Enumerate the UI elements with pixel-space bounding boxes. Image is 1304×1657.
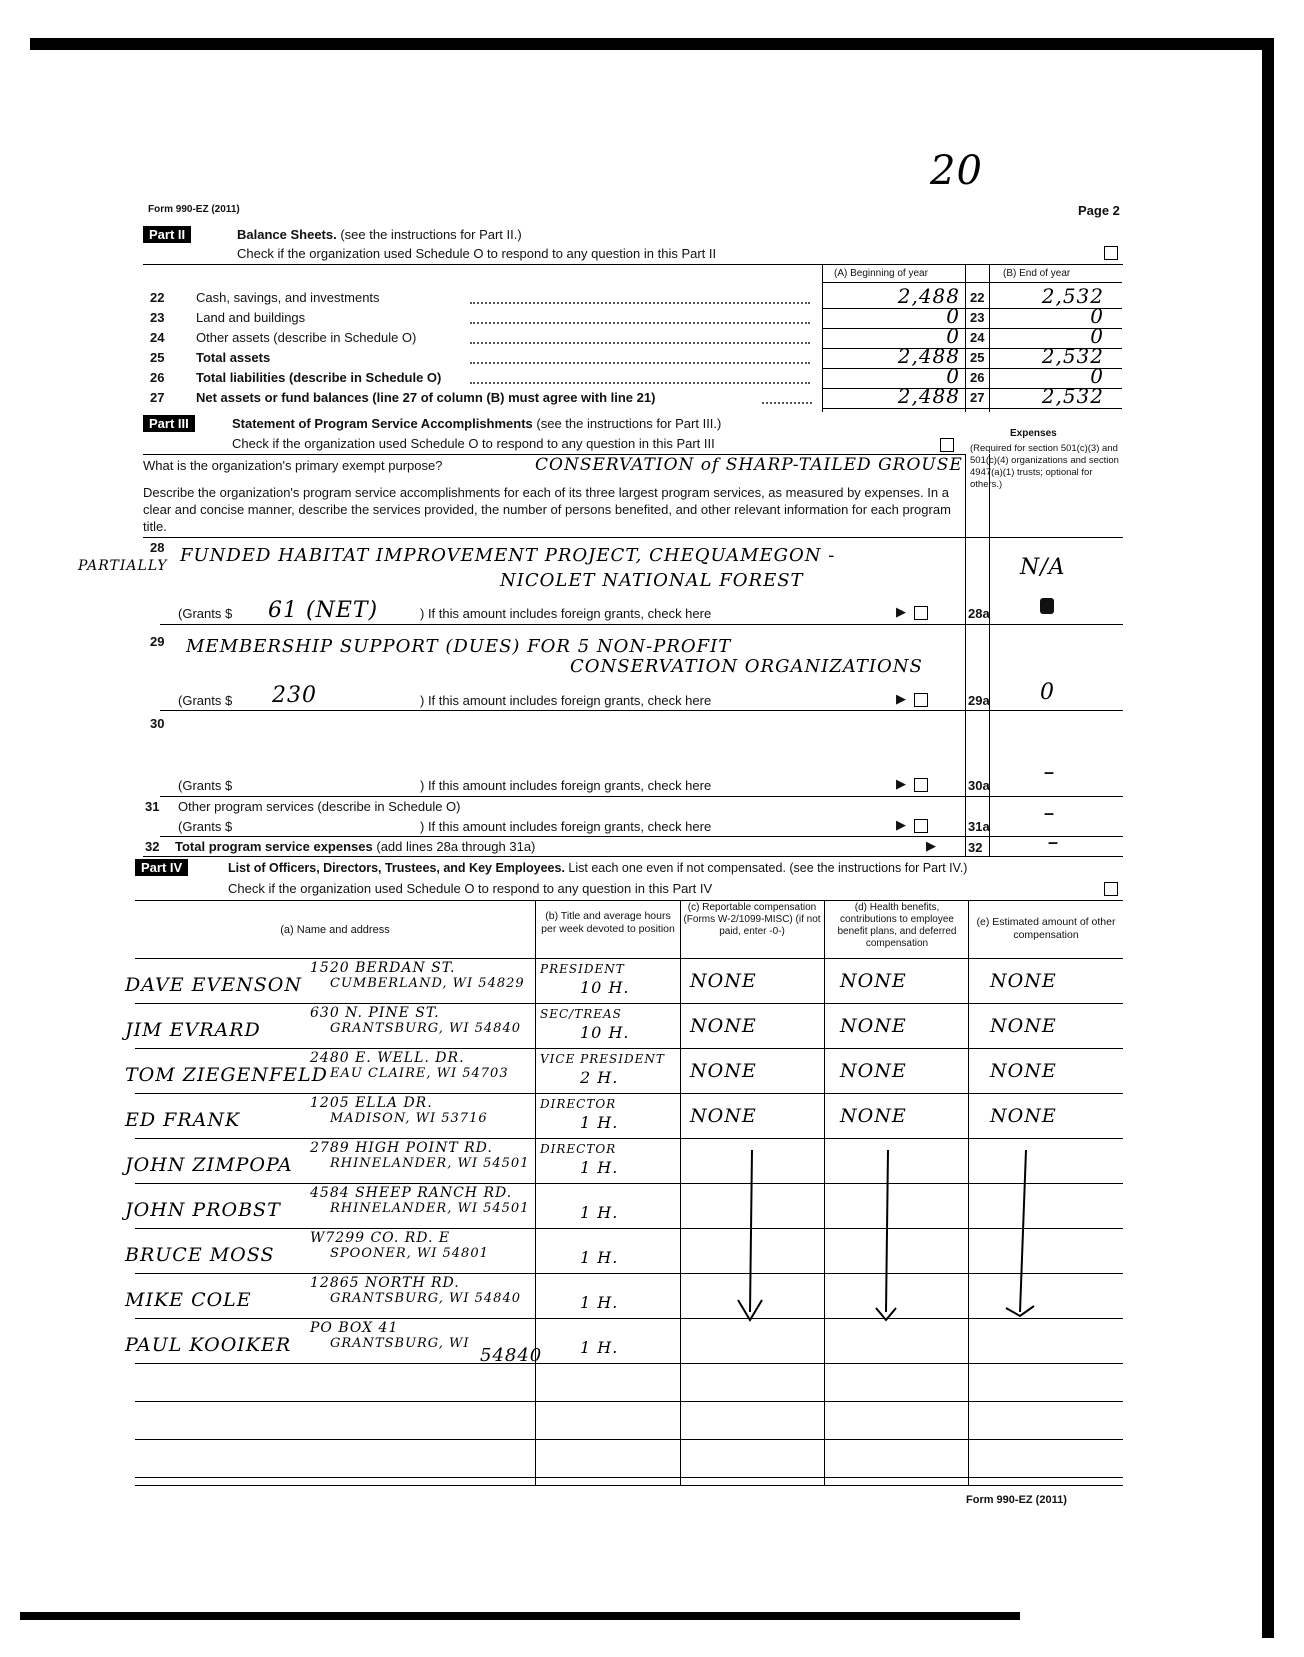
p2-row-b: 0 [1090,304,1104,328]
line-32-label [175,839,535,854]
officer-name: JOHN ZIMPOPA [125,1154,293,1176]
officer-address: 630 N. PINE ST. [310,1005,440,1021]
officer-city: GRANTSBURG, WI 54840 [330,1291,521,1306]
officer-title: VICE PRESIDENT [540,1052,665,1066]
p2-row-num: 26 [150,370,165,385]
line-28a-expense: N/A [1020,555,1066,580]
officer-city: SPOONER, WI 54801 [330,1246,489,1261]
officer-name: PAUL KOOIKER [125,1334,292,1356]
part4-subtitle: List each one even if not compensated. (see the instructions for Part IV.) [568,861,968,875]
p2-row-a: 2,488 [897,344,960,368]
officer-name: ED FRANK [125,1109,241,1131]
line-29-arrow: ▶ [896,691,906,706]
part2-col-divider-b [989,264,990,412]
arrow-e-line [1020,1150,1026,1312]
part4-tag: Part IV [135,859,188,876]
blank-row-rule [135,1401,1123,1402]
p2-row-a: 0 [946,304,960,328]
officer-city: RHINELANDER, WI 54501 [330,1156,530,1171]
line-31a-expense: – [1044,803,1055,823]
blank-row-rule [135,1477,1123,1478]
footer-form: Form 990-EZ (2011) [966,1494,1067,1506]
officer-name: TOM ZIEGENFELD [125,1064,328,1086]
officer-hours: 2 H. [580,1068,619,1087]
part3-col-divider-b [989,454,990,856]
bottom-border [20,1612,1020,1620]
arrow-c-line [750,1150,752,1312]
part2-title-bold: Balance Sheets. [237,227,337,242]
line-28-num: 28 [150,540,165,555]
line-28-prefix: PARTIALLY [78,558,168,574]
officer-address: PO BOX 41 [310,1320,399,1336]
part2-check-text: Check if the organization used Schedule O to respond to any question in this Part II [237,246,717,261]
officer-city: EAU CLAIRE, WI 54703 [330,1066,509,1081]
officer-comp: NONE [690,1060,757,1082]
line-28-foreign: ) If this amount includes foreign grants, check here [420,606,712,621]
line-31-rule [160,836,1123,837]
p2-row-num: 27 [150,390,165,405]
officer-comp: NONE [690,1015,757,1037]
line-32-code: 32 [968,840,983,855]
part3-subtitle: (see the instructions for Part III.) [536,416,722,431]
line-29-text2: CONSERVATION ORGANIZATIONS [570,656,923,677]
p2-row-line: 27 [970,390,985,405]
line-28-text1: FUNDED HABITAT IMPROVEMENT PROJECT, CHEQUAMEGON - [180,545,836,566]
officer-address: 2480 E. WELL. DR. [310,1050,465,1066]
part2-col-divider-a [822,264,823,412]
officer-address: W7299 CO. RD. E [310,1230,451,1246]
officer-benefits: NONE [840,970,907,992]
line-30a-expense: – [1044,762,1055,782]
officer-hours: 10 H. [580,978,630,997]
p2-row-leader [470,362,810,364]
officer-title: DIRECTOR [540,1097,617,1111]
officer-benefits: NONE [840,1060,907,1082]
officer-benefits: NONE [840,1015,907,1037]
page-number: Page 2 [1078,203,1120,218]
describe-rule [143,537,1123,538]
arrow-d-line [886,1150,888,1312]
p2-row-num: 22 [150,290,165,305]
line-30-arrow: ▶ [896,776,906,791]
part4-col-c: (c) Reportable compensation (Forms W-2/1099-MISC) (if not paid, enter -0-) [683,902,821,937]
line-29-num: 29 [150,634,165,649]
line-30-checkbox[interactable] [914,778,928,792]
line-28-text2: NICOLET NATIONAL FOREST [500,570,804,591]
p2-row-num: 23 [150,310,165,325]
right-border [1262,38,1274,1638]
officer-title: SEC/TREAS [540,1007,622,1021]
part3-title [232,416,721,431]
p2-row-label: Total assets [196,350,271,365]
line-31-checkbox[interactable] [914,819,928,833]
line-32-label-rest: (add lines 28a through 31a) [376,839,536,854]
continuation-arrows [680,1140,1124,1330]
line-28-grants-label: (Grants $ [178,606,233,621]
p2-row-line: 22 [970,290,985,305]
form-label: Form 990-EZ (2011) [148,204,240,215]
part4-col-divider-1 [535,900,536,1485]
line-28-grants: 61 (NET) [268,598,379,623]
officer-row-rule [135,1003,1123,1004]
page-annotation: 20 [930,148,983,194]
officer-name: DAVE EVENSON [125,974,302,996]
p2-row-b: 0 [1090,324,1104,348]
line-32-label-bold: Total program service expenses [175,839,373,854]
officer-address: 2789 HIGH POINT RD. [310,1140,493,1156]
line-31-arrow: ▶ [896,817,906,832]
p2-row-leader [470,342,810,344]
p2-row-label: Other assets (describe in Schedule O) [196,330,417,345]
line-32-expense: – [1048,832,1059,852]
line-28-checkbox[interactable] [914,606,928,620]
officer-hours: 1 H. [580,1113,619,1132]
officer-hours: 1 H. [580,1293,619,1312]
officer-address: 12865 NORTH RD. [310,1275,460,1291]
expenses-note: (Required for section 501(c)(3) and 501(c)(4) organizations and section 4947(a)(1) trusts; optional for others.) [970,443,1119,490]
part3-title-bold: Statement of Program Service Accomplishments [232,416,533,431]
part3-bottom-rule [143,856,1123,857]
line-30-foreign: ) If this amount includes foreign grants, check here [420,778,712,793]
part4-rule [135,900,1123,901]
expenses-head: Expenses [1010,428,1057,439]
line-32-num: 32 [145,839,160,854]
officer-address: 1205 ELLA DR. [310,1095,433,1111]
p2-row-label: Total liabilities (describe in Schedule O) [196,370,442,385]
p2-row-label: Net assets or fund balances (line 27 of column (B) must agree with line 21) [196,390,656,405]
officer-city: GRANTSBURG, WI [330,1336,470,1351]
line-29-rule [160,710,1123,711]
officer-hours: 10 H. [580,1023,630,1042]
officer-hours: 1 H. [580,1248,619,1267]
p2-row-rule [822,408,1122,409]
officer-hours: 1 H. [580,1203,619,1222]
officer-hours: 1 H. [580,1338,619,1357]
p2-row-num: 24 [150,330,165,345]
officer-row-rule [135,1138,1123,1139]
p2-row-label: Land and buildings [196,310,306,325]
p2-row-line: 24 [970,330,985,345]
p2-row-b: 2,532 [1041,284,1104,308]
officer-comp: NONE [690,1105,757,1127]
line-30a-code: 30a [968,778,990,793]
officer-other: NONE [990,1105,1057,1127]
officer-title: DIRECTOR [540,1142,617,1156]
p2-row-b: 2,532 [1041,384,1104,408]
line-28-arrow: ▶ [896,604,906,619]
part4-header-rule [135,958,1123,959]
officer-address: 4584 SHEEP RANCH RD. [310,1185,513,1201]
line-29a-code: 29a [968,693,990,708]
purpose-answer: CONSERVATION of SHARP-TAILED GROUSE [535,455,963,475]
p2-row-line: 26 [970,370,985,385]
line-31-label: Other program services (describe in Schedule O) [178,799,461,814]
officer-row-rule [135,1048,1123,1049]
line-31-grants-label: (Grants $ [178,819,233,834]
part2-tag: Part II [143,226,191,243]
line-29-grants: 230 [272,683,317,708]
part2-title [237,227,522,242]
officer-name: JIM EVRARD [125,1019,261,1041]
part3-checkbox[interactable] [940,438,954,452]
part4-col-e: (e) Estimated amount of other compensation [976,916,1116,941]
officer-city: MADISON, WI 53716 [330,1111,488,1126]
top-border [30,38,1274,50]
line-29-text1: MEMBERSHIP SUPPORT (DUES) FOR 5 NON-PROFIT [186,636,732,657]
part4-col-a: (a) Name and address [280,924,390,936]
part4-check-text: Check if the organization used Schedule O to respond to any question in this Part IV [228,881,713,896]
p2-row-leader [470,322,810,324]
officer-hours: 1 H. [580,1158,619,1177]
part3-tag: Part III [143,415,195,432]
officer-address: 1520 BERDAN ST. [310,960,456,976]
line-30-rule [160,796,1123,797]
line-31a-code: 31a [968,819,990,834]
part2-rule [143,264,1123,265]
officer-row-rule [135,1093,1123,1094]
part2-col-a: (A) Beginning of year [834,268,928,279]
purpose-question: What is the organization's primary exempt purpose? [143,458,443,473]
p2-row-num: 25 [150,350,165,365]
program-describe: Describe the organization's program service accomplishments for each of its three largest program services, as measured by expenses. In a clear and concise manner, describe the services provided, the number of persons benefited, and other relevant information for each program title. [143,485,951,534]
officer-row-rule [135,1363,1123,1364]
line-28-rule [160,624,1123,625]
p2-row-b: 2,532 [1041,344,1104,368]
p2-row-b: 0 [1090,364,1104,388]
officer-city: GRANTSBURG, WI 54840 [330,1021,521,1036]
line-31-num: 31 [145,799,160,814]
p2-row-leader [762,402,812,404]
officer-city: CUMBERLAND, WI 54829 [330,976,525,991]
part4-bottom-rule [135,1485,1123,1486]
p2-row-label: Cash, savings, and investments [196,290,380,305]
line-29-foreign: ) If this amount includes foreign grants, check here [420,693,712,708]
p2-row-a: 2,488 [897,384,960,408]
zip-extra: 54840 [480,1345,543,1366]
part3-col-divider-a [965,454,966,856]
part2-col-rule [822,282,1122,283]
line-28a-blot [1040,598,1054,614]
officer-name: JOHN PROBST [125,1199,281,1221]
officer-other: NONE [990,1015,1057,1037]
part4-checkbox[interactable] [1104,882,1118,896]
line-29-checkbox[interactable] [914,693,928,707]
part4-title [228,861,967,875]
officer-other: NONE [990,1060,1057,1082]
officer-other: NONE [990,970,1057,992]
line-29-grants-label: (Grants $ [178,693,233,708]
line-30-num: 30 [150,716,165,731]
part2-subtitle: (see the instructions for Part II.) [340,227,522,242]
officer-title: PRESIDENT [540,962,625,976]
part2-col-divider-line [965,264,966,412]
p2-row-a: 0 [946,324,960,348]
part4-title-bold: List of Officers, Directors, Trustees, and Key Employees. [228,861,565,875]
p2-row-a: 0 [946,364,960,388]
p2-row-leader [470,382,810,384]
officer-comp: NONE [690,970,757,992]
officer-name: MIKE COLE [125,1289,252,1311]
p2-row-a: 2,488 [897,284,960,308]
line-32-arrow: ▶ [926,838,936,853]
blank-row-rule [135,1439,1123,1440]
line-30-grants-label: (Grants $ [178,778,233,793]
line-31-foreign: ) If this amount includes foreign grants, check here [420,819,712,834]
p2-row-line: 25 [970,350,985,365]
part2-col-b: (B) End of year [1003,268,1071,279]
officer-name: BRUCE MOSS [125,1244,275,1266]
line-28a-code: 28a [968,606,990,621]
p2-row-line: 23 [970,310,985,325]
officer-benefits: NONE [840,1105,907,1127]
line-29a-expense: 0 [1040,680,1055,705]
p2-row-leader [470,302,810,304]
part4-col-d: (d) Health benefits, contributions to employee benefit plans, and deferred compensation [837,902,957,949]
part3-check-text: Check if the organization used Schedule O to respond to any question in this Part III [232,436,715,451]
part4-col-b: (b) Title and average hours per week devoted to position [541,910,675,935]
officer-city: RHINELANDER, WI 54501 [330,1201,530,1216]
part2-checkbox[interactable] [1104,246,1118,260]
